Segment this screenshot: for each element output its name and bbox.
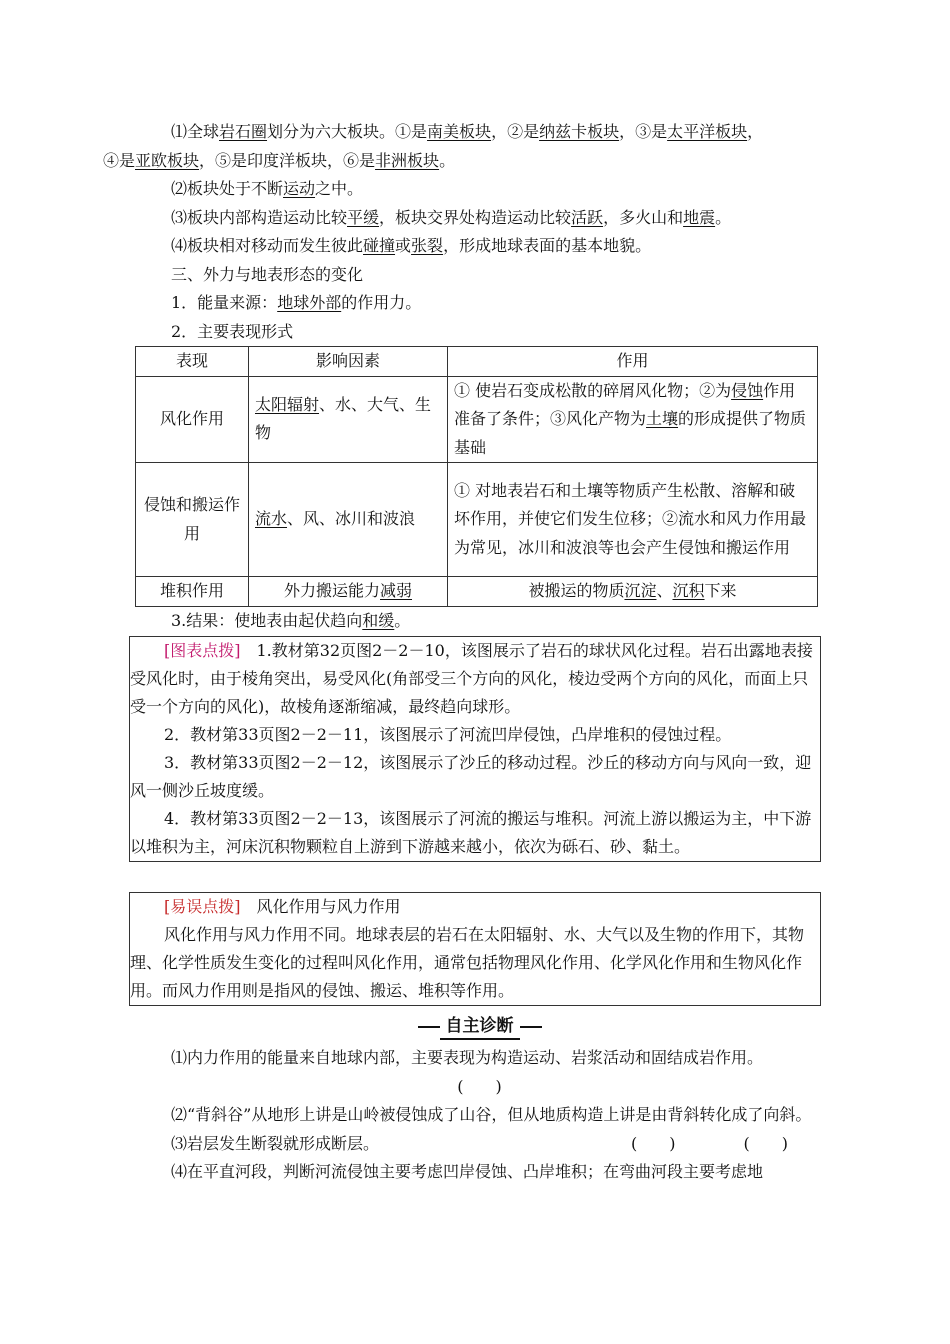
plate-paragraph-3: ⑶板块内部构造运动比较平缓，板块交界处构造运动比较活跃，多火山和地震。 [171, 207, 732, 227]
self-check-banner [137, 1014, 822, 1040]
document-page [103, 118, 822, 1187]
answer-paren-3[interactable]: ( ) [631, 1133, 676, 1153]
form-name: 风化作用 [136, 376, 249, 463]
table-row [136, 463, 818, 577]
section-heading: 三、外力与地表形态的变化 [171, 264, 364, 284]
quiz-item-2: ⑵“背斜谷”从地形上讲是山岭被侵蚀成了山谷，但从地质构造上讲是由背斜转化成了向斜。 ( ) [137, 1101, 822, 1130]
factor-cell: 外力搬运能力减弱 [249, 577, 448, 607]
plate-paragraph-4: ⑷板块相对移动而发生彼此碰撞或张裂，形成地球表面的基本地貌。 [171, 236, 652, 255]
figure-tips-tag: [图表点拨] [164, 641, 241, 660]
quiz-item-1: ⑴内力作用的能量来自地球内部，主要表现为构造运动、岩浆活动和固结成岩作用。 [171, 1048, 764, 1067]
figure-tips-box [129, 636, 821, 862]
answer-paren-2[interactable]: ( ) [743, 1133, 788, 1153]
banner-line-right [520, 1026, 542, 1028]
misconception-tag: [易误点拨] [164, 897, 241, 916]
misconception-text: 风化作用与风力作用不同。地球表层的岩石在太阳辐射、水、大气以及生物的作用下，其物理、化学性质发生变化的过程叫风化作用，通常包括物理风化作用、化学风化作用和生物风化作用。而风力作用则是指风的侵蚀、搬运、堆积等作用。 [130, 925, 805, 1000]
form-name: 侵蚀和搬运作用 [136, 463, 249, 577]
forms-heading: 2．主要表现形式 [171, 321, 294, 341]
answer-paren-1[interactable]: ( ) [457, 1076, 502, 1096]
header-cell: 影响因素 [249, 347, 448, 377]
figure-tip-2: 2．教材第33页图2－2－11，该图展示了河流凹岸侵蚀，凸岸堆积的侵蚀过程。 [164, 725, 732, 744]
factor-cell: 太阳辐射、水、大气、生物 [249, 376, 448, 463]
form-name: 堆积作用 [136, 577, 249, 607]
table-row [136, 577, 818, 607]
banner-line-left [418, 1026, 440, 1028]
quiz-item-4: ⑷在平直河段，判断河流侵蚀主要考虑凹岸侵蚀、凸岸堆积；在弯曲河段主要考虑地 [171, 1162, 764, 1181]
figure-tip-3: 3．教材第33页图2－2－12，该图展示了沙丘的移动过程。沙丘的移动方向与风向一致，迎风一侧沙丘坡度缓。 [130, 753, 812, 800]
quiz-item-3: ⑶岩层发生断裂就形成断层。 ( ) [137, 1130, 822, 1159]
table-row [136, 376, 818, 463]
external-forces-table [135, 346, 818, 607]
effect-cell: ① 使岩石变成松散的碎屑风化物；②为侵蚀作用准备了条件；③风化产物为土壤的形成提供了物质基础 [448, 376, 818, 463]
banner-title: 自主诊断 [440, 1014, 520, 1040]
effect-cell: 被搬运的物质沉淀、沉积下来 [448, 577, 818, 607]
table-header-row [136, 347, 818, 377]
figure-tip-1: [图表点拨] 1.教材第32页图2－2－10，该图展示了岩石的球状风化过程。岩石出露地表接受风化时，由于棱角突出，易受风化(角部受三个方向的风化，棱边受两个方向的风化，而面上只受一个方向的风化)，故棱角逐渐缩减，最终趋向球形。 [130, 641, 813, 716]
figure-tip-4: 4．教材第33页图2－2－13，该图展示了河流的搬运与堆积。河流上游以搬运为主，中下游以堆积为主，河床沉积物颗粒自上游到下游越来越小，依次为砾石、砂、黏土。 [130, 809, 812, 856]
header-cell: 表现 [136, 347, 249, 377]
misconception-title: [易误点拨] 风化作用与风力作用 [164, 897, 401, 916]
misconception-box [129, 892, 821, 1006]
effect-cell: ① 对地表岩石和土壤等物质产生松散、溶解和破坏作用，并使它们发生位移；②流水和风力作用最为常见，冰川和波浪等也会产生侵蚀和搬运作用 [448, 463, 818, 577]
energy-source: 1．能量来源：地球外部的作用力。 [171, 293, 422, 312]
result-line: 3.结果：使地表由起伏趋向和缓。 [171, 610, 411, 630]
plate-paragraph-2: ⑵板块处于不断运动之中。 [171, 179, 364, 198]
header-cell: 作用 [448, 347, 818, 377]
plate-paragraph-1: ⑴全球岩石圈划分为六大板块。①是南美板块，②是纳兹卡板块，③是太平洋板块， ④是亚欧板块，⑤是印度洋板块，⑥是非洲板块。 [103, 122, 764, 170]
factor-cell: 流水、风、冰川和波浪 [249, 463, 448, 577]
